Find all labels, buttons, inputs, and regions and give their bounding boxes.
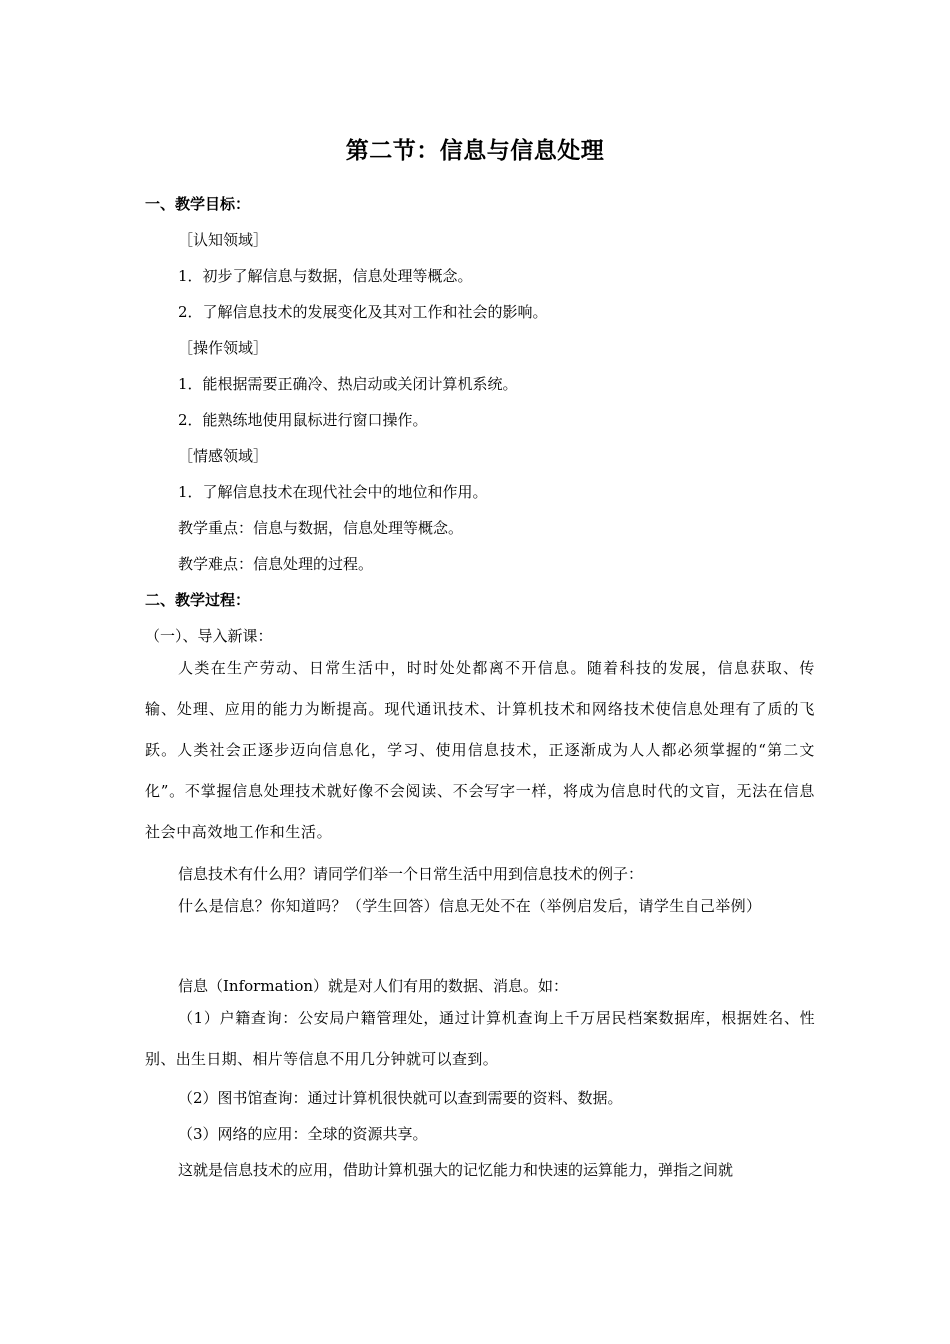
intro-paragraph: 人类在生产劳动、日常生活中，时时处处都离不开信息。随着科技的发展，信息获取、传输、处理、应用的能力为断提高。现代通讯技术、计算机技术和网络技术使信息处理有了质的飞跃。人类社会正逐步迈向信息化，学习、使用信息技术，正逐渐成为人人都必须掌握的“第二文化”。不掌握信息处理技术就好像不会阅读、不会写字一样，将成为信息时代的文盲，无法在信息社会中高效地工作和生活。	[145, 659, 815, 841]
cognitive-domain-label: ［认知领域］	[178, 231, 269, 249]
information-question-paragraph: 什么是信息？你知道吗？（学生回答）信息无处不在（举例启发后，请学生自己举例）	[178, 897, 762, 915]
conclusion-paragraph: 这就是信息技术的应用，借助计算机强大的记忆能力和快速的运算能力，弹指之间就	[178, 1161, 734, 1179]
cognitive-item: 2．了解信息技术的发展变化及其对工作和社会的影响。	[178, 303, 548, 321]
example-network-application: （3）网络的应用：全球的资源共享。	[178, 1125, 428, 1143]
section-heading-teaching-goals: 一、教学目标：	[145, 195, 251, 213]
question-paragraph: 信息技术有什么用？请同学们举一个日常生活中用到信息技术的例子：	[178, 865, 644, 883]
key-point: 教学重点：信息与数据，信息处理等概念。	[178, 519, 464, 537]
emotion-domain-label: ［情感领域］	[178, 447, 269, 465]
sub-heading-introduction: （一）、导入新课：	[145, 627, 273, 645]
cognitive-item: 1．初步了解信息与数据，信息处理等概念。	[178, 267, 473, 285]
example-library-query: （2）图书馆查询：通过计算机很快就可以查到需要的资料、数据。	[178, 1089, 623, 1107]
definition-paragraph: 信息（Information）就是对人们有用的数据、消息。如：	[178, 977, 569, 995]
difficult-point: 教学难点：信息处理的过程。	[178, 555, 374, 573]
example-household-query: （1）户籍查询：公安局户籍管理处，通过计算机查询上千万居民档案数据库，根据姓名、性别、出生日期、相片等信息不用几分钟就可以查到。	[145, 1009, 815, 1068]
emotion-item: 1．了解信息技术在现代社会中的地位和作用。	[178, 483, 488, 501]
operation-item: 2．能熟练地使用鼠标进行窗口操作。	[178, 411, 428, 429]
operation-item: 1．能根据需要正确冷、热启动或关闭计算机系统。	[178, 375, 518, 393]
operation-domain-label: ［操作领域］	[178, 339, 269, 357]
section-heading-teaching-process: 二、教学过程：	[145, 591, 251, 609]
page-title: 第二节：信息与信息处理	[345, 138, 605, 164]
